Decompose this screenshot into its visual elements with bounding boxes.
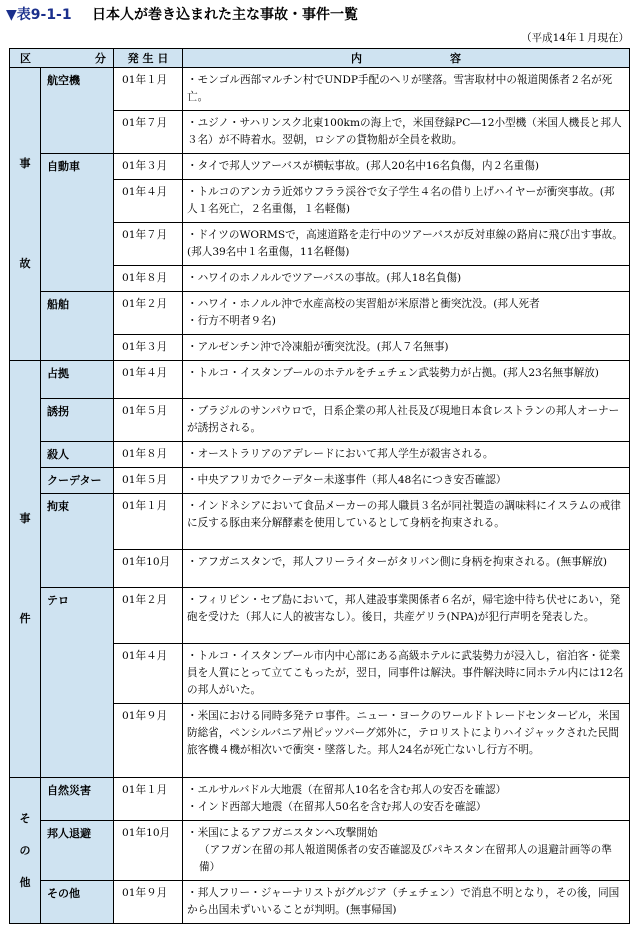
- date-cell: 01年３月: [114, 335, 183, 361]
- content-cell: [183, 468, 630, 494]
- table-row: [10, 292, 630, 335]
- content-item: ・インド西部大地震（在留邦人50名を含む邦人の安否を確認）: [187, 801, 487, 813]
- subcategory-cell: 殺人: [41, 442, 114, 468]
- category-cell: [10, 361, 41, 778]
- content-item: ・オーストラリアのアデレードにおいて邦人学生が殺害される。: [187, 448, 494, 460]
- header-category-right: 分: [94, 51, 106, 65]
- content-item: ・エルサルバドル大地震（在留邦人10名を含む邦人の安否を確認）: [187, 784, 507, 796]
- incidents-table: [9, 48, 630, 924]
- category-label-char: の: [19, 843, 31, 857]
- content-cell: [183, 154, 630, 180]
- date-cell: 01年２月: [114, 292, 183, 335]
- header-date: 発 生 日: [114, 49, 183, 68]
- date-cell: 01年４月: [114, 180, 183, 223]
- date-cell: 01年９月: [114, 704, 183, 778]
- table-title-text: 日本人が巻き込まれた主な事故・事件一覧: [92, 7, 358, 23]
- content-item: ・トルコ・イスタンブール市内中心部にある高級ホテルに武装勢力が浸入し，宿泊客・従業員を人質にとって立てこもったが，翌日，同事件は解決。事件解決時に同ホテル内には12名の邦人がいた。: [187, 650, 624, 696]
- subcategory-cell: 船舶: [41, 292, 114, 361]
- content-item: ・フィリピン・セブ島において，邦人建設事業関係者６名が，帰宅途中待ち伏せにあい，発砲を受けた（邦人に人的被害なし）。後日，共産ゲリラ(NPA)が犯行声明を発表した。: [187, 594, 621, 623]
- table-row: [10, 399, 630, 442]
- date-cell: 01年３月: [114, 154, 183, 180]
- table-number: ▼表9-1-1: [6, 7, 72, 23]
- content-cell: [183, 778, 630, 821]
- content-item: ・中央アフリカでクーデター未遂事件（邦人48名につき安否確認）: [187, 474, 507, 486]
- content-cell: [183, 494, 630, 550]
- content-item: ・米国における同時多発テロ事件。ニュー・ヨークのワールドトレードセンタービル，米国防総省，ペンシルバニア州ピッツバーグ郊外に，テロリストによりハイジャックされた民間旅客機４機が相次いで衝突・墜落した。邦人24名が死亡ないし行方不明。: [187, 710, 620, 756]
- table-row: [10, 821, 630, 881]
- date-cell: 01年１月: [114, 68, 183, 111]
- content-cell: [183, 644, 630, 704]
- date-cell: 01年７月: [114, 223, 183, 266]
- date-cell: 01年10月: [114, 821, 183, 881]
- table-row: [10, 442, 630, 468]
- table-row: [10, 361, 630, 399]
- date-cell: 01年２月: [114, 588, 183, 644]
- table-row: [10, 881, 630, 924]
- date-cell: 01年１月: [114, 778, 183, 821]
- content-item: ・タイで邦人ツアーバスが横転事故。(邦人20名中16名負傷，内２名重傷): [187, 160, 539, 172]
- category-label-char: そ: [19, 811, 31, 825]
- subcategory-cell: 誘拐: [41, 399, 114, 442]
- content-item: ・アフガニスタンで，邦人フリーライターがタリバン側に身柄を拘束される。(無事解放): [187, 556, 608, 568]
- content-cell: [183, 335, 630, 361]
- content-item: ・米国によるアフガニスタンへ攻撃開始: [187, 827, 378, 839]
- content-cell: [183, 588, 630, 644]
- table-row: [10, 68, 630, 111]
- content-cell: [183, 223, 630, 266]
- category-label-char: 件: [19, 612, 31, 625]
- content-item: ・ハワイ・ホノルル沖で水産高校の実習船が米原潜と衝突沈没。(邦人死者: [187, 298, 540, 310]
- content-item: ・モンゴル西部マルチン村でUNDP手配のヘリが墜落。雪害取材中の報道関係者２名が死亡。: [187, 74, 613, 103]
- date-cell: 01年８月: [114, 442, 183, 468]
- category-cell: [10, 68, 41, 361]
- content-cell: [183, 821, 630, 881]
- subcategory-cell: 邦人退避: [41, 821, 114, 881]
- as-of-date: （平成14年１月現在）: [521, 32, 629, 44]
- date-cell: 01年１月: [114, 494, 183, 550]
- date-cell: 01年８月: [114, 266, 183, 292]
- content-cell: [183, 68, 630, 111]
- content-item: （アフガン在留の邦人報道関係者の安否確認及びパキスタン在留邦人の退避計画等の準備）: [199, 844, 612, 873]
- header-category-left: 区: [20, 51, 31, 65]
- content-item: ・ハワイのホノルルでツアーバスの事故。(邦人18名負傷): [187, 272, 462, 284]
- content-cell: [183, 550, 630, 588]
- date-cell: 01年９月: [114, 881, 183, 924]
- subcategory-cell: 自然災害: [41, 778, 114, 821]
- subcategory-cell: 自動車: [41, 154, 114, 292]
- table-row: [10, 588, 630, 644]
- date-cell: 01年５月: [114, 468, 183, 494]
- content-item: ・ブラジルのサンパウロで，日系企業の邦人社長及び現地日本食レストランの邦人オーナーが誘拐される。: [187, 405, 620, 434]
- content-item: ・トルコのアンカラ近郊ウフララ渓谷で女子学生４名の借り上げハイヤーが衝突事故。(邦人１名死亡，２名重傷，１名軽傷): [187, 186, 615, 215]
- date-cell: 01年７月: [114, 111, 183, 154]
- date-cell: 01年10月: [114, 550, 183, 588]
- subcategory-cell: クーデター: [41, 468, 114, 494]
- content-cell: [183, 292, 630, 335]
- category-cell: [10, 778, 41, 924]
- category-label-char: 故: [19, 257, 31, 270]
- content-item: ・ユジノ・サハリンスク北東100kmの海上で，米国登録PC―12小型機（米国人機長と邦人３名）が不時着水。翌朝，ロシアの貨物船が全員を救助。: [187, 117, 622, 146]
- table-row: [10, 154, 630, 180]
- date-cell: 01年５月: [114, 399, 183, 442]
- header-row: [10, 49, 630, 68]
- content-cell: [183, 266, 630, 292]
- subcategory-cell: その他: [41, 881, 114, 924]
- table-title: [6, 4, 632, 26]
- content-item: ・ドイツのWORMSで，高速道路を走行中のツアーバスが反対車線の路肩に飛び出す事故。(邦人39名中１名重傷，11名軽傷): [187, 229, 623, 258]
- subcategory-cell: テロ: [41, 588, 114, 778]
- content-cell: [183, 704, 630, 778]
- content-cell: [183, 111, 630, 154]
- date-cell: 01年４月: [114, 644, 183, 704]
- content-cell: [183, 442, 630, 468]
- subcategory-cell: 拘束: [41, 494, 114, 588]
- date-cell: 01年４月: [114, 361, 183, 399]
- table-row: [10, 778, 630, 821]
- header-content: 内 容: [183, 49, 630, 68]
- content-item: ・インドネシアにおいて食品メーカーの邦人職員３名が同社製造の調味料にイスラムの戒律に反する豚由来分解酵素を使用しているとして身柄を拘束される。: [187, 500, 621, 529]
- table-row: [10, 468, 630, 494]
- content-cell: [183, 180, 630, 223]
- subcategory-cell: 占拠: [41, 361, 114, 399]
- header-category: [10, 49, 114, 68]
- content-cell: [183, 881, 630, 924]
- content-cell: [183, 399, 630, 442]
- table-row: [10, 494, 630, 550]
- content-cell: [183, 361, 630, 399]
- category-label-char: 事: [19, 157, 31, 170]
- category-label-char: 事: [19, 512, 31, 525]
- content-item: ・アルゼンチン沖で冷凍船が衝突沈没。(邦人７名無事): [187, 341, 449, 353]
- content-item: ・邦人フリー・ジャーナリストがグルジア（チェチェン）で消息不明となり，その後，同国から出国未ずいいることが判明。(無事帰国): [187, 887, 620, 916]
- subcategory-cell: 航空機: [41, 68, 114, 154]
- content-item: ・行方不明者９名): [187, 315, 276, 327]
- category-label-char: 他: [19, 875, 31, 889]
- content-item: ・トルコ・イスタンブールのホテルをチェチェン武装勢力が占拠。(邦人23名無事解放): [187, 367, 599, 379]
